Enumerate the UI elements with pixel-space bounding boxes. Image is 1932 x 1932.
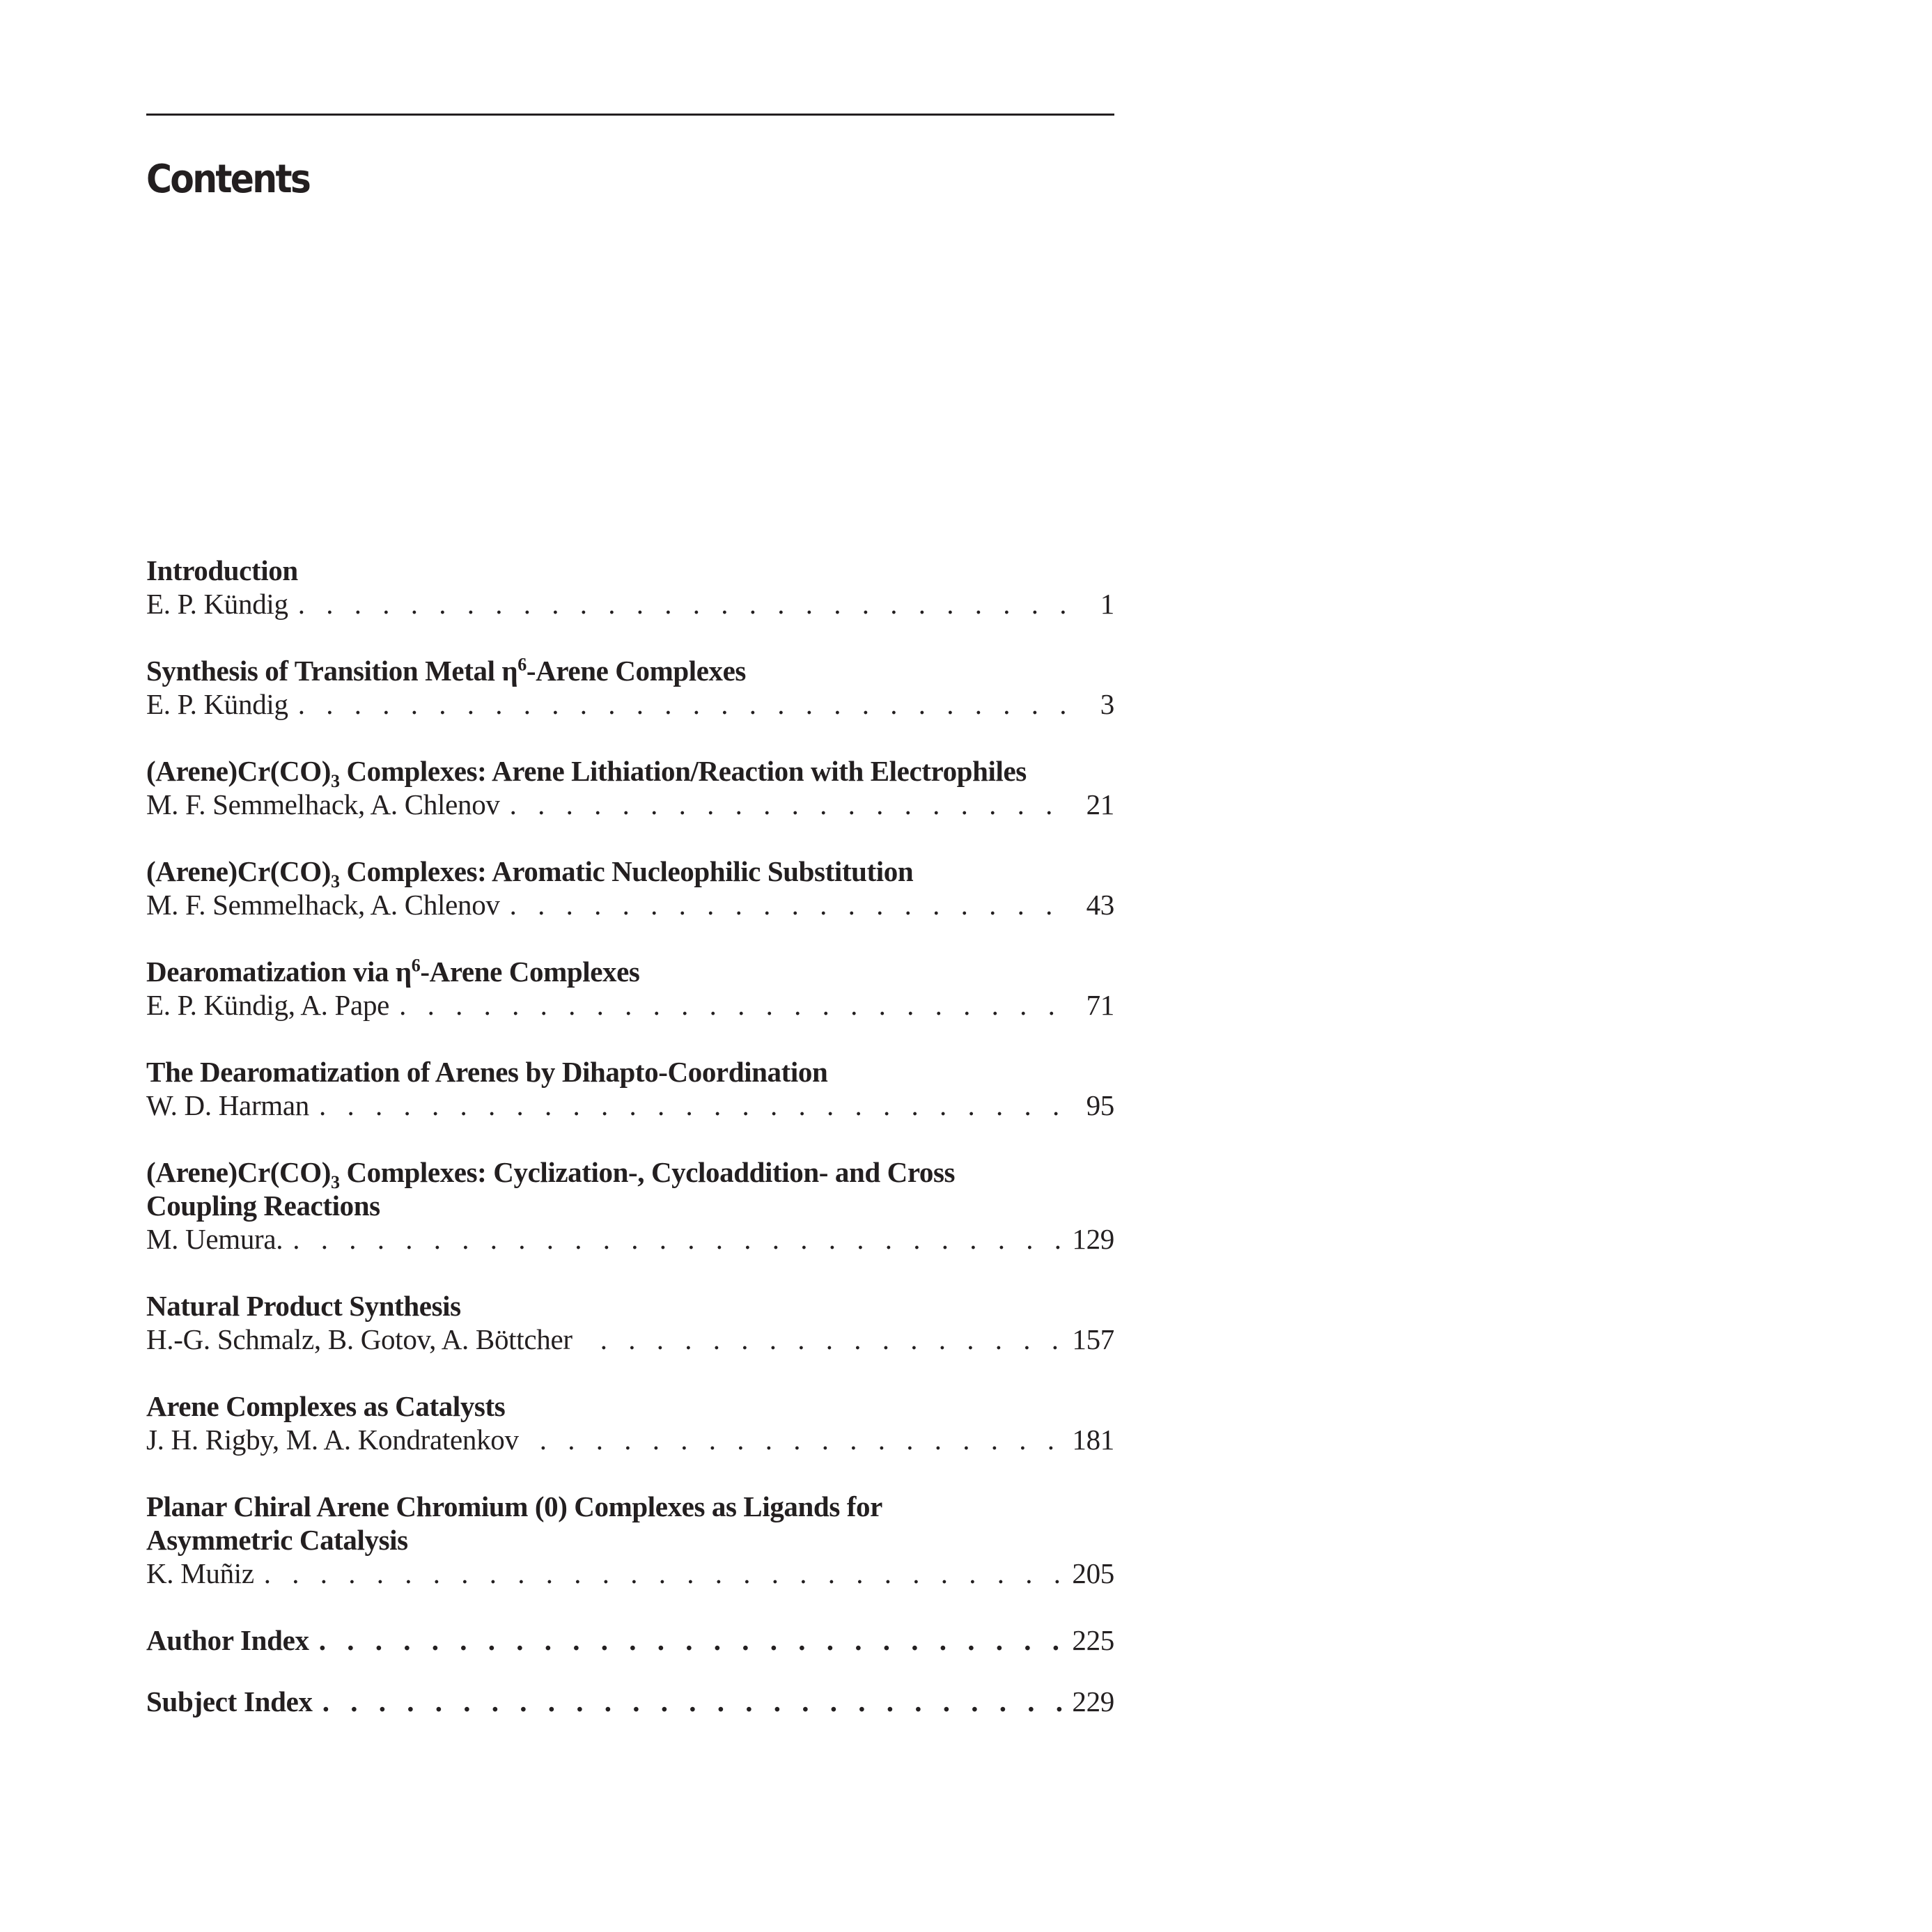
toc-entry[interactable] bbox=[146, 654, 1114, 721]
toc-entry[interactable] bbox=[146, 1389, 1114, 1456]
chapter-title: $(Arene)Cr(CO)_3$ Complexes: Cyclization-, Cycloaddition- and Cross Coupling Reactions bbox=[146, 1156, 956, 1222]
dot-leader bbox=[399, 988, 1066, 1022]
author-line bbox=[146, 1323, 1114, 1356]
chapter-authors: E. P. Kündig bbox=[146, 588, 288, 620]
author-line bbox=[146, 988, 1114, 1022]
index-line bbox=[146, 1685, 1114, 1718]
chapter-authors: E. P. Kündig bbox=[146, 688, 288, 720]
toc-author-index[interactable] bbox=[146, 1623, 1114, 1657]
author-line bbox=[146, 1222, 1114, 1256]
chapter-authors: E. P. Kündig, A. Pape bbox=[146, 989, 390, 1021]
chapter-title: The Dearomatization of Arenes by Dihapto-Coordination bbox=[146, 1056, 828, 1088]
toc-entry[interactable] bbox=[146, 955, 1114, 1022]
chapter-title: Synthesis of Transition Metal $\eta^6$-Arene Complexes bbox=[146, 654, 746, 687]
page-number: 229 bbox=[1072, 1685, 1114, 1717]
chapter-title: Natural Product Synthesis bbox=[146, 1290, 461, 1322]
author-line bbox=[146, 687, 1114, 721]
page-number: 157 bbox=[1072, 1323, 1114, 1355]
dot-leader bbox=[510, 788, 1066, 821]
toc-entry[interactable] bbox=[146, 1055, 1114, 1122]
toc-entry[interactable] bbox=[146, 1289, 1114, 1356]
page-number: 71 bbox=[1086, 989, 1114, 1021]
page-number: 205 bbox=[1072, 1557, 1114, 1589]
dot-leader bbox=[298, 687, 1066, 721]
author-line bbox=[146, 1557, 1114, 1590]
chapter-title: Dearomatization via $\eta^6$-Arene Complexes bbox=[146, 955, 640, 988]
page-number: 21 bbox=[1086, 788, 1114, 820]
dot-leader bbox=[293, 1222, 1065, 1256]
dot-leader bbox=[540, 1423, 1066, 1456]
top-rule bbox=[146, 114, 1114, 116]
page-number: 95 bbox=[1086, 1089, 1114, 1121]
chapter-authors: J. H. Rigby, M. A. Kondratenkov bbox=[146, 1424, 519, 1456]
dot-leader bbox=[600, 1323, 1066, 1356]
chapter-authors: K. Muñiz bbox=[146, 1557, 254, 1589]
chapter-authors: M. F. Semmelhack, A. Chlenov bbox=[146, 788, 500, 820]
page-number: 43 bbox=[1086, 889, 1114, 921]
author-line bbox=[146, 788, 1114, 821]
index-label: Subject Index bbox=[146, 1685, 313, 1717]
toc-entry[interactable] bbox=[146, 855, 1114, 921]
dot-leader bbox=[298, 587, 1066, 621]
author-line bbox=[146, 1423, 1114, 1456]
dot-leader bbox=[319, 1089, 1066, 1122]
dot-leader bbox=[264, 1557, 1066, 1590]
table-of-contents bbox=[146, 554, 1114, 1746]
chapter-authors: M. F. Semmelhack, A. Chlenov bbox=[146, 889, 500, 921]
dot-leader bbox=[319, 1623, 1066, 1657]
toc-entry[interactable] bbox=[146, 554, 1114, 621]
dot-leader bbox=[510, 888, 1066, 921]
page-number: 181 bbox=[1072, 1424, 1114, 1456]
chapter-title: $(Arene)Cr(CO)_3$ Complexes: Arene Lithiation/Reaction with Electrophiles bbox=[146, 755, 1027, 792]
page-number: 129 bbox=[1072, 1223, 1114, 1255]
author-line bbox=[146, 1089, 1114, 1122]
author-line bbox=[146, 888, 1114, 921]
chapter-title: Planar Chiral Arene Chromium (0) Complexes as Ligands for Asymmetric Catalysis bbox=[146, 1490, 882, 1556]
toc-subject-index[interactable] bbox=[146, 1685, 1114, 1718]
dot-leader bbox=[322, 1685, 1066, 1718]
toc-entry[interactable] bbox=[146, 1490, 1114, 1590]
toc-entry[interactable] bbox=[146, 1155, 1114, 1256]
index-line bbox=[146, 1623, 1114, 1657]
index-label: Author Index bbox=[146, 1624, 309, 1656]
page-number: 3 bbox=[1100, 688, 1114, 720]
page-number: 1 bbox=[1100, 588, 1114, 620]
chapter-authors: M. Uemura. bbox=[146, 1223, 283, 1255]
page-title: Contents bbox=[146, 157, 310, 202]
chapter-authors: W. D. Harman bbox=[146, 1089, 309, 1121]
chapter-title: Introduction bbox=[146, 554, 298, 586]
toc-entry[interactable] bbox=[146, 754, 1114, 821]
chapter-authors: H.-G. Schmalz, B. Gotov, A. Böttcher bbox=[146, 1323, 572, 1355]
chapter-title: Arene Complexes as Catalysts bbox=[146, 1390, 506, 1422]
chapter-title: $(Arene)Cr(CO)_3$ Complexes: Aromatic Nucleophilic Substitution bbox=[146, 855, 914, 892]
author-line bbox=[146, 587, 1114, 621]
page-number: 225 bbox=[1072, 1624, 1114, 1656]
